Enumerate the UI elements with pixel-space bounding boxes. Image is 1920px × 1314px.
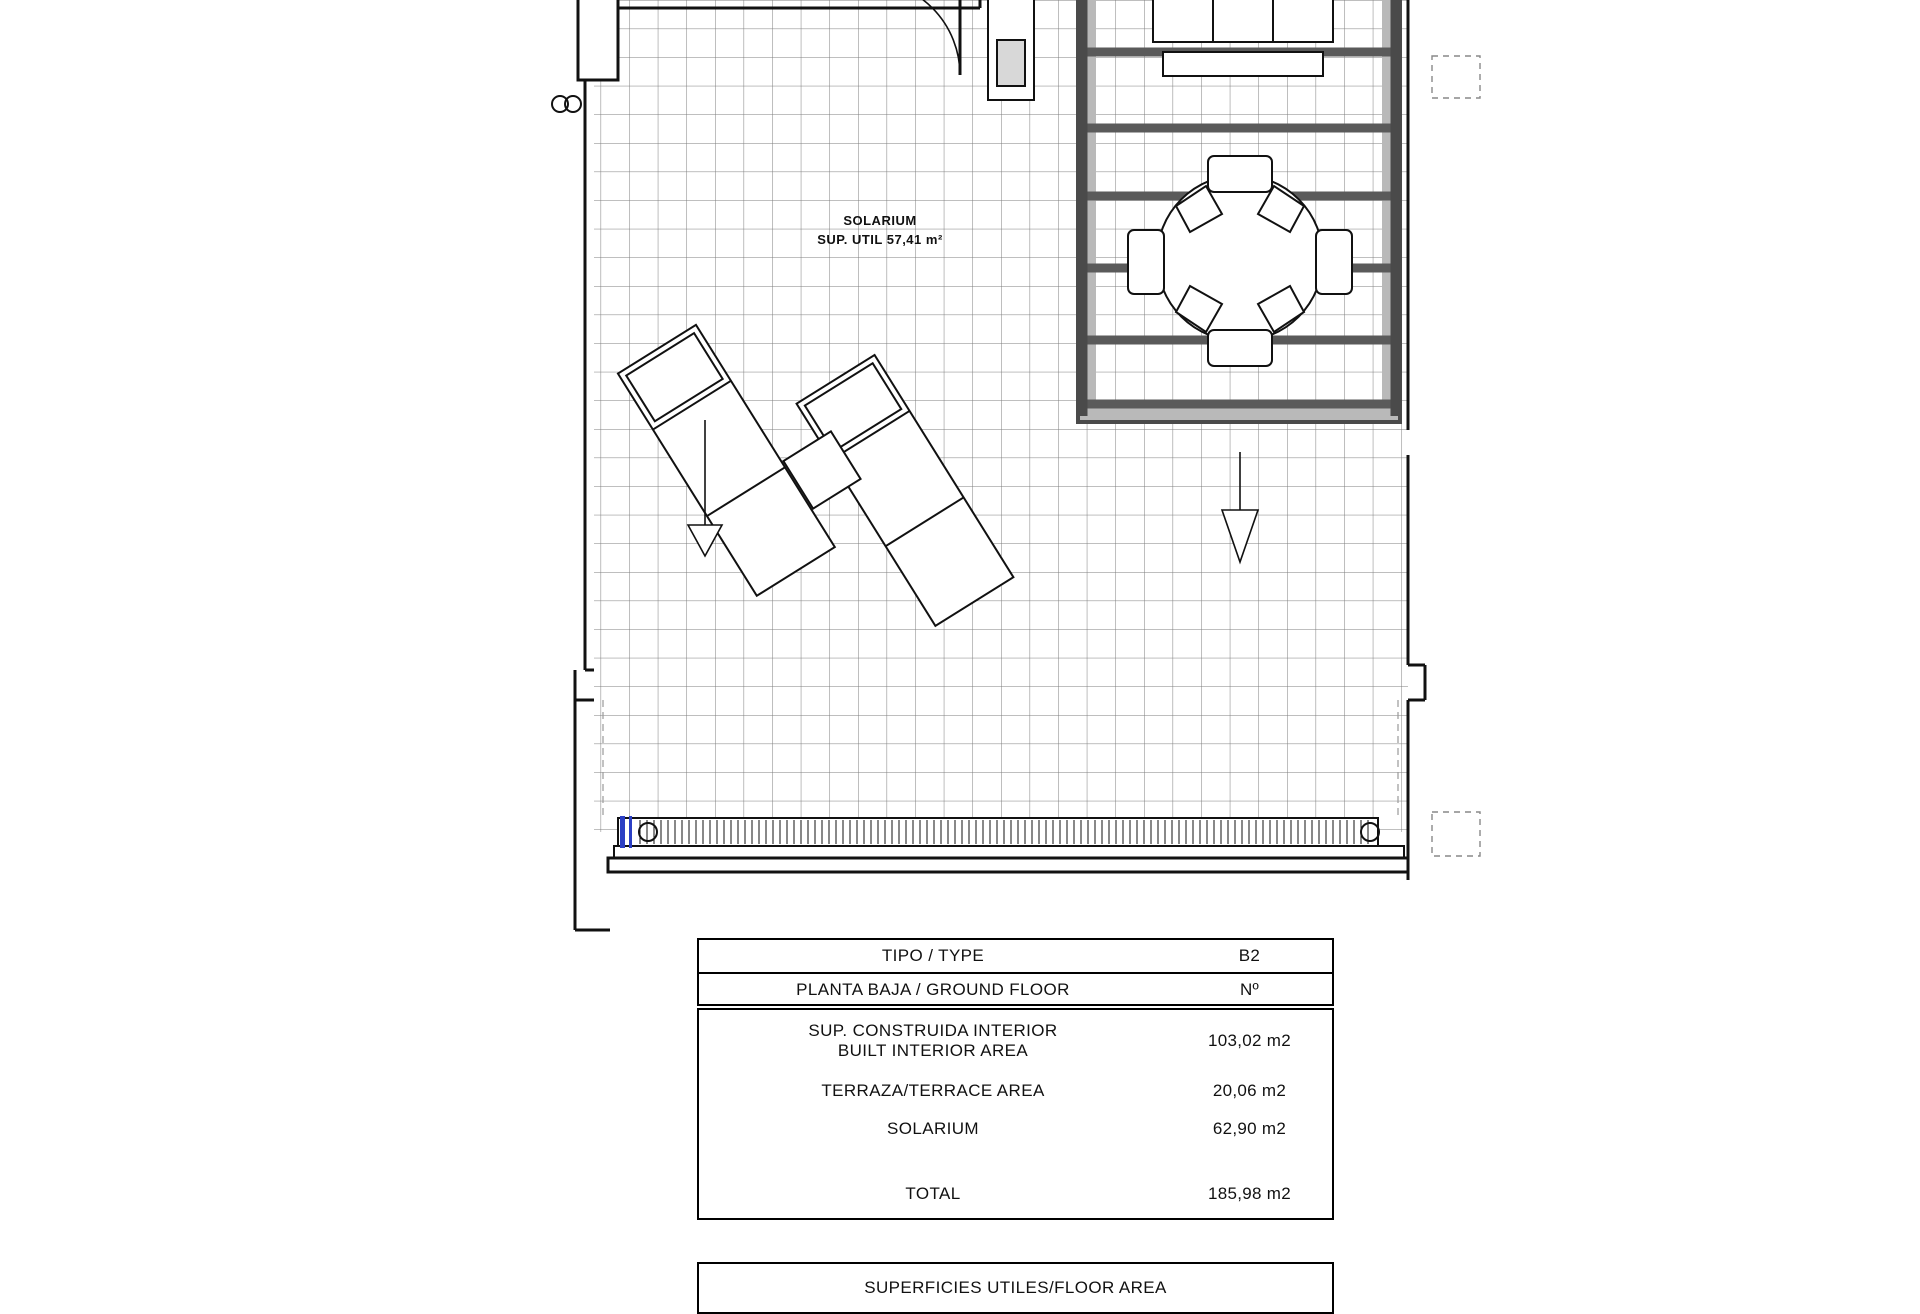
window-symbol-top <box>988 0 1034 100</box>
solarium-area-row-value: 62,90 m2 <box>1212 1119 1287 1138</box>
areas-table <box>697 1008 1334 1220</box>
floor-label: PLANTA BAJA / GROUND FLOOR <box>796 980 1070 999</box>
table-row <box>699 940 1332 974</box>
solarium-area-row-label: SOLARIUM <box>887 1119 979 1138</box>
table-row <box>699 1264 1332 1312</box>
hinge-symbol-left <box>552 96 581 112</box>
total-value: 185,98 m2 <box>1207 1184 1292 1203</box>
floor-number-value: Nº <box>1239 980 1260 999</box>
floor-area-table <box>697 1262 1334 1314</box>
total-label: TOTAL <box>905 1184 961 1203</box>
table-row <box>699 1110 1332 1148</box>
table-row <box>699 1072 1332 1110</box>
solarium-area-label <box>760 212 1000 250</box>
terrace-area-value: 20,06 m2 <box>1212 1081 1287 1100</box>
terrace-area-label: TERRAZA/TERRACE AREA <box>821 1081 1045 1100</box>
type-label: TIPO / TYPE <box>881 946 985 965</box>
balustrade-railing <box>608 816 1408 872</box>
solarium-area-value: SUP. UTIL 57,41 m² <box>817 231 943 247</box>
table-row-total <box>699 1174 1332 1214</box>
table-spacer <box>699 1148 1332 1174</box>
floor-area-header: SUPERFICIES UTILES/FLOOR AREA <box>864 1278 1167 1297</box>
table-row <box>699 1010 1332 1072</box>
solarium-name: SOLARIUM <box>843 213 917 228</box>
built-interior-area-value: 103,02 m2 <box>1207 1031 1292 1050</box>
built-interior-area-label: SUP. CONSTRUIDA INTERIOR BUILT INTERIOR AREA <box>808 1021 1058 1060</box>
sofa <box>1153 0 1333 76</box>
type-value: B2 <box>1238 946 1261 965</box>
type-table <box>697 938 1334 1006</box>
table-row <box>699 974 1332 1006</box>
reference-marker-boxes <box>1432 56 1480 856</box>
